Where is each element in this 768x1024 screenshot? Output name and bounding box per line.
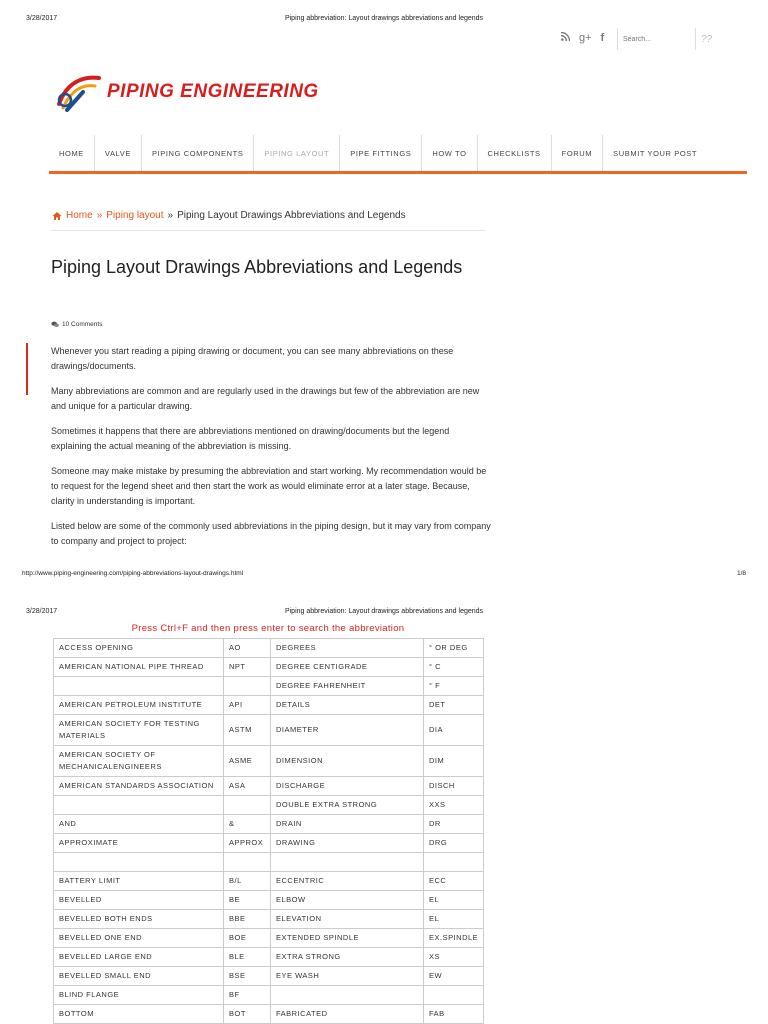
abbr-cell [424,853,484,872]
abbr-cell [424,986,484,1005]
term-cell: BEVELLED BOTH ENDS [54,910,224,929]
paragraph: Listed below are some of the commonly used abbreviations in the piping design, but it may vary from company to company and project to project: [51,521,491,546]
abbr-cell: ° F [424,677,484,696]
paragraph: Sometimes it happens that there are abbreviations mentioned on drawing/documents but the legend explaining the actual meaning of the abbreviation is missing. [51,426,450,451]
abbr-cell: DRG [424,834,484,853]
term-cell: AMERICAN SOCIETY OF MECHANICALENGINEERS [54,746,224,777]
breadcrumb-separator: » [167,210,174,221]
abbr-cell: FAB [424,1005,484,1024]
page-title: Piping Layout Drawings Abbreviations and Legends [51,257,463,277]
nav-forum[interactable]: FORUM [552,135,604,171]
term-cell: EYE WASH [271,967,424,986]
abbr-cell: EX.SPINDLE [424,929,484,948]
paragraph: Whenever you start reading a piping drawing or document, you can see many abbreviations on these drawings/documents. [51,346,454,371]
nav-pipe-fittings[interactable]: PIPE FITTINGS [340,135,422,171]
main-nav [49,135,747,174]
table-row [54,834,484,853]
nav-how-to[interactable]: HOW TO [422,135,477,171]
comment-icon [51,321,59,328]
table-row [54,696,484,715]
abbr-cell [224,796,271,815]
abbr-cell: BOE [224,929,271,948]
term-cell: DISCHARGE [271,777,424,796]
table-row [54,658,484,677]
table-row [54,929,484,948]
home-icon [52,211,62,221]
abbr-cell [224,853,271,872]
breadcrumb-current: Piping Layout Drawings Abbreviations and Legends [177,210,406,221]
table-row [54,677,484,696]
term-cell: ACCESS OPENING [54,639,224,658]
paragraph: Someone may make mistake by presuming the abbreviation and start working. My recommendation would be to request for the legend sheet and then start the work as would eliminate error at a later stage. Because, clarity in understanding is important. [51,466,487,506]
comments-count: 10 Comments [62,321,103,328]
abbr-cell: AO [224,639,271,658]
term-cell [271,986,424,1005]
breadcrumb-separator: » [96,210,103,221]
abbr-cell: & [224,815,271,834]
abbr-cell: ECC [424,872,484,891]
abbr-cell: BE [224,891,271,910]
term-cell: FABRICATED [271,1005,424,1024]
term-cell: BEVELLED SMALL END [54,967,224,986]
table-row [54,639,484,658]
term-cell: DOUBLE EXTRA STRONG [271,796,424,815]
term-cell: ECCENTRIC [271,872,424,891]
abbr-cell: API [224,696,271,715]
term-cell: AND [54,815,224,834]
term-cell: APPROXIMATE [54,834,224,853]
abbr-cell: BOT [224,1005,271,1024]
abbr-cell: BBE [224,910,271,929]
abbr-cell: B/L [224,872,271,891]
page-number: 1/8 [736,570,746,577]
abbr-cell: BLE [224,948,271,967]
table-row [54,777,484,796]
nav-piping-layout[interactable]: PIPING LAYOUT [254,135,340,171]
nav-piping-components[interactable]: PIPING COMPONENTS [142,135,254,171]
term-cell: DIMENSION [271,746,424,777]
term-cell: DRAWING [271,834,424,853]
term-cell [271,853,424,872]
print-date: 3/28/2017 [26,608,58,615]
breadcrumb-section[interactable]: Piping layout [106,210,164,221]
abbr-cell: DR [424,815,484,834]
term-cell: DRAIN [271,815,424,834]
table-row [54,1005,484,1024]
abbr-cell: EW [424,967,484,986]
table-row [54,853,484,872]
table-row [54,715,484,746]
abbr-cell: NPT [224,658,271,677]
term-cell: BEVELLED LARGE END [54,948,224,967]
abbr-cell: ASME [224,746,271,777]
breadcrumb [52,210,406,221]
term-cell: AMERICAN SOCIETY FOR TESTING MATERIALS [54,715,224,746]
term-cell: DEGREES [271,639,424,658]
term-cell: BLIND FLANGE [54,986,224,1005]
google-plus-icon[interactable]: g+ [579,32,592,44]
table-row [54,967,484,986]
print-title: Piping abbreviation: Layout drawings abbreviations and legends [284,15,484,22]
paragraph: Many abbreviations are common and are regularly used in the drawings but few of the abbreviation are new and unique for a particular drawing. [51,386,480,411]
abbr-cell: XXS [424,796,484,815]
abbr-cell: EL [424,910,484,929]
site-logo[interactable] [53,70,319,114]
search-hint: Press Ctrl+F and then press enter to search the abbreviation [131,623,405,634]
table-row [54,796,484,815]
term-cell: DEGREE CENTIGRADE [271,658,424,677]
rss-icon[interactable] [561,32,570,44]
table-row [54,910,484,929]
abbr-cell: ° OR DEG [424,639,484,658]
comments-link[interactable] [51,321,102,328]
table-row [54,891,484,910]
logo-text: PIPING ENGINEERING [107,81,319,102]
term-cell: ELBOW [271,891,424,910]
table-row [54,986,484,1005]
print-title: Piping abbreviation: Layout drawings abbreviations and legends [284,608,484,615]
social-links [561,30,604,46]
term-cell: BATTERY LIMIT [54,872,224,891]
term-cell [54,853,224,872]
term-cell: EXTRA STRONG [271,948,424,967]
nav-checklists[interactable]: CHECKLISTS [478,135,552,171]
divider [50,230,485,231]
term-cell: DEGREE FAHRENHEIT [271,677,424,696]
term-cell: EXTENDED SPINDLE [271,929,424,948]
abbr-cell: APPROX [224,834,271,853]
abbr-cell: ASA [224,777,271,796]
term-cell: DETAILS [271,696,424,715]
search-button[interactable]: ?? [695,28,717,50]
abbr-cell: DET [424,696,484,715]
term-cell [54,677,224,696]
abbr-cell: XS [424,948,484,967]
abbr-cell: DIM [424,746,484,777]
abbr-cell [224,677,271,696]
term-cell: ELEVATION [271,910,424,929]
abbr-cell: BF [224,986,271,1005]
term-cell: BEVELLED [54,891,224,910]
term-cell: BEVELLED ONE END [54,929,224,948]
term-cell [54,796,224,815]
abbr-cell: ° C [424,658,484,677]
table-row [54,872,484,891]
abbr-cell: ASTM [224,715,271,746]
breadcrumb-home[interactable]: Home [66,210,93,221]
nav-home[interactable]: HOME [49,135,95,171]
print-url: http://www.piping-engineering.com/piping-abbreviations-layout-drawings.html [22,570,244,577]
nav-valve[interactable]: VALVE [95,135,142,171]
facebook-icon[interactable]: f [600,32,605,44]
term-cell: AMERICAN NATIONAL PIPE THREAD [54,658,224,677]
term-cell: AMERICAN STANDARDS ASSOCIATION [54,777,224,796]
abbr-cell: DISCH [424,777,484,796]
abbreviation-table [53,638,484,1024]
accent-bar [26,343,28,395]
logo-icon [53,70,103,114]
search-box [617,28,722,50]
article-body [51,344,491,559]
term-cell: BOTTOM [54,1005,224,1024]
table-row [54,746,484,777]
table-row [54,815,484,834]
table-row [54,948,484,967]
abbr-cell: DIA [424,715,484,746]
abbr-cell: BSE [224,967,271,986]
term-cell: DIAMETER [271,715,424,746]
term-cell: AMERICAN PETROLEUM INSTITUTE [54,696,224,715]
search-input[interactable] [623,30,695,48]
abbr-cell: EL [424,891,484,910]
nav-submit-your-post[interactable]: SUBMIT YOUR POST [613,148,698,158]
print-date: 3/28/2017 [26,15,58,22]
